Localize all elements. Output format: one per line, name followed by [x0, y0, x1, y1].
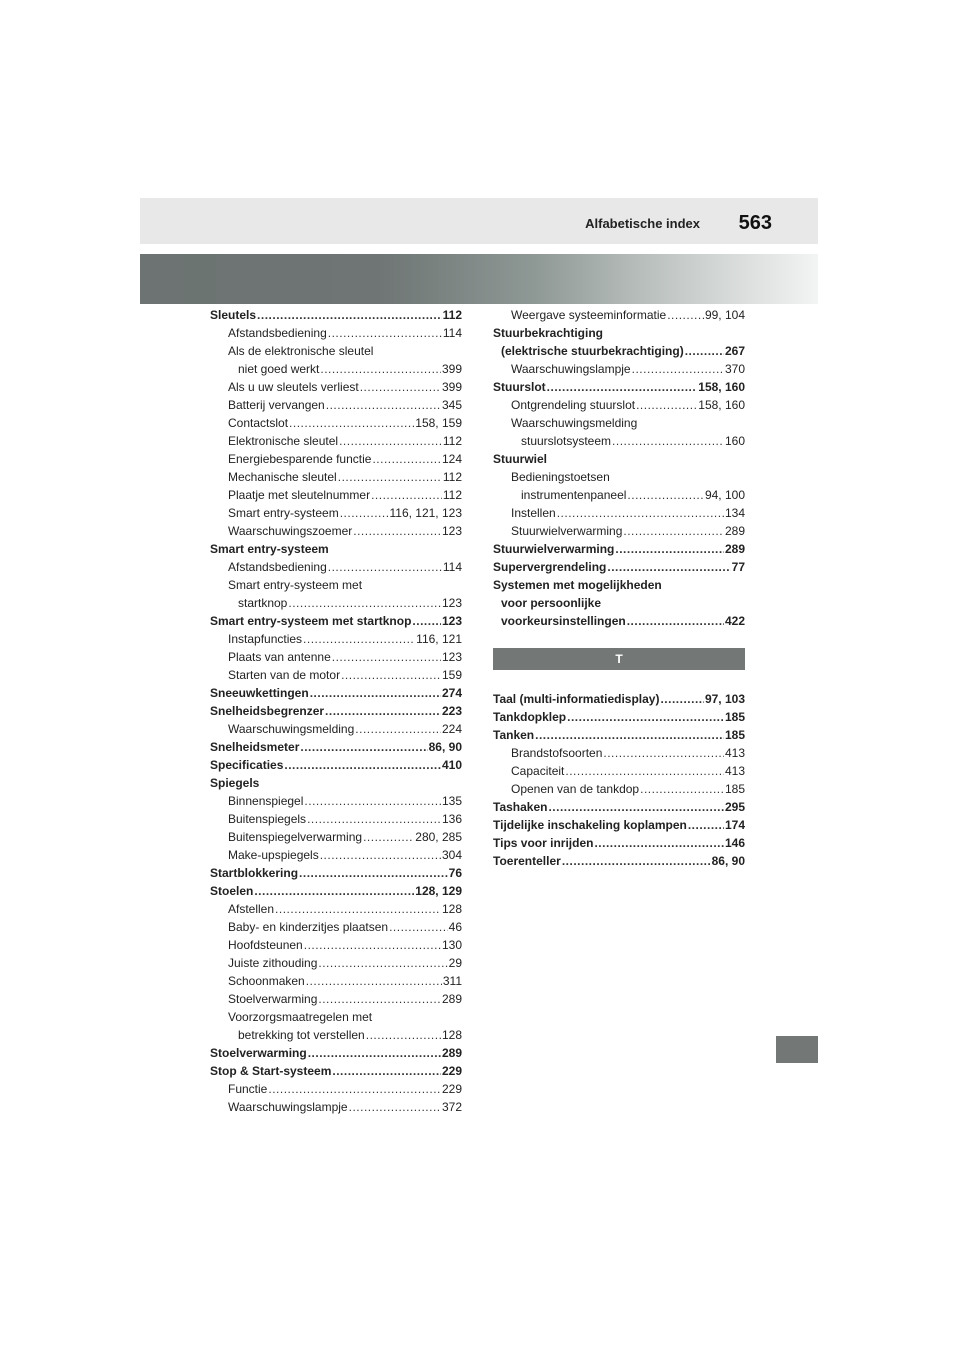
entry-term: Waarschuwingsmelding	[511, 416, 638, 430]
leader-dots	[355, 720, 441, 738]
leader-dots	[636, 396, 697, 414]
entry-term: Als de elektronische sleutel	[228, 344, 374, 358]
index-subentry	[210, 720, 462, 738]
index-entry	[210, 774, 462, 792]
entry-term: Functie	[228, 1082, 268, 1096]
entry-term: Startblokkering	[210, 866, 299, 880]
entry-term: Taal (multi-informatiedisplay)	[493, 692, 660, 706]
leader-dots	[612, 432, 724, 450]
index-entry	[210, 612, 462, 630]
entry-term: Waarschuwingslampje	[228, 1100, 348, 1114]
index-subentry	[210, 1026, 462, 1044]
index-subentry	[210, 630, 462, 648]
leader-dots	[389, 918, 448, 936]
entry-term: Batterij vervangen	[228, 398, 325, 412]
leader-dots	[660, 690, 703, 708]
entry-page: 289	[724, 542, 745, 556]
index-subentry	[210, 414, 462, 432]
leader-dots	[304, 792, 441, 810]
entry-term: Afstandsbediening	[228, 326, 327, 340]
index-subentry	[210, 522, 462, 540]
entry-page: 146	[724, 836, 745, 850]
entry-term: Buitenspiegels	[228, 812, 307, 826]
entry-page: 413	[724, 764, 745, 778]
leader-dots	[268, 1080, 441, 1098]
index-subentry	[210, 360, 462, 378]
entry-term: Elektronische sleutel	[228, 434, 339, 448]
entry-term: (elektrische stuurbekrachtiging)	[501, 344, 684, 358]
entry-page: 46	[448, 920, 462, 934]
leader-dots	[688, 816, 724, 834]
entry-term: Contactslot	[228, 416, 289, 430]
leader-dots	[332, 648, 441, 666]
entry-term: Baby- en kinderzitjes plaatsen	[228, 920, 389, 934]
entry-term: Smart entry-systeem	[210, 542, 329, 556]
entry-page: 76	[448, 866, 462, 880]
entry-page: 158, 159	[415, 416, 462, 430]
entry-term: Afstellen	[228, 902, 275, 916]
index-entry	[210, 540, 462, 558]
entry-term: Plaatje met sleutelnummer	[228, 488, 371, 502]
index-subentry	[210, 468, 462, 486]
index-subentry	[493, 486, 745, 504]
entry-page: 399	[441, 362, 462, 376]
entry-page: 267	[724, 344, 745, 358]
leader-dots	[548, 798, 724, 816]
entry-page: 123	[441, 596, 462, 610]
entry-page: 224	[441, 722, 462, 736]
index-subentry	[210, 990, 462, 1008]
entry-term: Brandstofsoorten	[511, 746, 603, 760]
index-subentry	[493, 306, 745, 324]
index-subentry	[210, 810, 462, 828]
index-subentry	[210, 918, 462, 936]
entry-page: 160	[724, 434, 745, 448]
entry-term: stuurslotsysteem	[521, 434, 612, 448]
entry-term: Waarschuwingszoemer	[228, 524, 353, 538]
entry-term: Tanken	[493, 728, 535, 742]
leader-dots	[304, 936, 441, 954]
leader-dots	[254, 882, 414, 900]
leader-dots	[567, 708, 724, 726]
leader-dots	[667, 306, 704, 324]
index-subentry	[493, 360, 745, 378]
leader-dots	[632, 360, 724, 378]
entry-term: Instellen	[511, 506, 556, 520]
index-subentry	[210, 558, 462, 576]
entry-term: Stop & Start-systeem	[210, 1064, 332, 1078]
entry-page: 413	[724, 746, 745, 760]
leader-dots	[326, 396, 441, 414]
leader-dots	[300, 738, 427, 756]
entry-page: 159	[441, 668, 462, 682]
index-subentry	[210, 936, 462, 954]
entry-page: 112	[442, 434, 462, 448]
index-entry	[493, 726, 745, 744]
index-entry	[210, 882, 462, 900]
entry-page: 311	[442, 974, 462, 988]
entry-term: Stuurwielverwarming	[493, 542, 615, 556]
header-title: Alfabetische index	[585, 216, 700, 231]
index-subentry	[210, 324, 462, 342]
entry-term: Hoofdsteunen	[228, 938, 303, 952]
leader-dots	[338, 468, 442, 486]
entry-term: Buitenspiegelverwarming	[228, 830, 363, 844]
chapter-banner	[140, 254, 818, 304]
index-entry	[493, 558, 745, 576]
entry-page: 280, 285	[415, 830, 462, 844]
index-entry	[493, 378, 745, 396]
index-subentry	[210, 486, 462, 504]
leader-dots	[627, 612, 724, 630]
leader-dots	[318, 954, 447, 972]
index-entry	[210, 702, 462, 720]
entry-term: Stoelverwarming	[210, 1046, 307, 1060]
leader-dots	[306, 972, 442, 990]
entry-page: 289	[441, 1046, 462, 1060]
entry-term: Openen van de tankdop	[511, 782, 640, 796]
index-entry	[210, 864, 462, 882]
entry-term: Smart entry-systeem met	[228, 578, 363, 592]
index-subentry	[493, 342, 745, 360]
index-subentry	[493, 468, 745, 486]
entry-term: Ontgrendeling stuurslot	[511, 398, 636, 412]
index-entry	[493, 834, 745, 852]
entry-term: voorkeursinstellingen	[501, 614, 626, 628]
page-number: 563	[738, 212, 772, 234]
index-subentry	[493, 780, 745, 798]
leader-dots	[366, 1026, 441, 1044]
index-subentry	[493, 594, 745, 612]
entry-page: 97, 103	[704, 692, 745, 706]
index-subentry	[493, 432, 745, 450]
entry-page: 274	[441, 686, 462, 700]
entry-term: Stoelverwarming	[228, 992, 318, 1006]
entry-page: 185	[724, 782, 745, 796]
entry-term: startknop	[238, 596, 288, 610]
index-subentry	[210, 900, 462, 918]
leader-dots	[275, 900, 441, 918]
entry-term: Als u uw sleutels verliest	[228, 380, 359, 394]
entry-term: Juiste zithouding	[228, 956, 318, 970]
entry-page: 229	[441, 1064, 462, 1078]
index-subentry	[210, 1080, 462, 1098]
entry-page: 77	[731, 560, 745, 574]
entry-term: Mechanische sleutel	[228, 470, 337, 484]
index-subentry	[210, 972, 462, 990]
entry-page: 128, 129	[415, 884, 462, 898]
entry-term: Weergave systeeminformatie	[511, 308, 667, 322]
entry-page: 123	[441, 614, 462, 628]
entry-page: 185	[724, 710, 745, 724]
leader-dots	[257, 306, 442, 324]
index-subentry	[493, 504, 745, 522]
leader-dots	[565, 762, 724, 780]
index-subentry	[493, 762, 745, 780]
index-column-left	[210, 306, 462, 1116]
leader-dots	[328, 324, 442, 342]
leader-dots	[349, 1098, 441, 1116]
index-entry	[493, 576, 745, 594]
entry-term: Toerenteller	[493, 854, 561, 868]
entry-term: Snelheidsmeter	[210, 740, 300, 754]
entry-page: 123	[441, 650, 462, 664]
entry-term: Voorzorgsmaatregelen met	[228, 1010, 373, 1024]
entry-term: Make-upspiegels	[228, 848, 319, 862]
leader-dots	[307, 810, 441, 828]
leader-dots	[412, 612, 441, 630]
leader-dots	[562, 852, 711, 870]
leader-dots	[547, 378, 698, 396]
entry-term: Systemen met mogelijkheden	[493, 578, 662, 592]
leader-dots	[603, 744, 724, 762]
leader-dots	[284, 756, 441, 774]
entry-page: 174	[724, 818, 745, 832]
index-subentry	[493, 522, 745, 540]
leader-dots	[325, 702, 441, 720]
entry-term: Stuurslot	[493, 380, 546, 394]
leader-dots	[288, 594, 441, 612]
entry-term: betrekking tot verstellen	[238, 1028, 365, 1042]
entry-page: 410	[441, 758, 462, 772]
index-column-right	[493, 306, 745, 870]
entry-page: 112	[442, 488, 462, 502]
index-entry	[493, 540, 745, 558]
index-subentry	[210, 504, 462, 522]
index-entry	[493, 450, 745, 468]
index-subentry	[210, 396, 462, 414]
entry-page: 289	[724, 524, 745, 538]
index-entry	[493, 690, 745, 708]
index-subentry	[210, 378, 462, 396]
leader-dots	[353, 522, 441, 540]
index-subentry	[210, 846, 462, 864]
entry-term: Afstandsbediening	[228, 560, 327, 574]
leader-dots	[627, 486, 704, 504]
entry-page: 116, 121, 123	[389, 506, 462, 520]
index-subentry	[210, 828, 462, 846]
leader-dots	[332, 1062, 441, 1080]
entry-term: Smart entry-systeem	[228, 506, 339, 520]
leader-dots	[371, 486, 442, 504]
entry-page: 128	[441, 902, 462, 916]
index-entry	[210, 1062, 462, 1080]
leader-dots	[372, 450, 441, 468]
entry-term: Specificaties	[210, 758, 284, 772]
entry-term: Supervergrendeling	[493, 560, 607, 574]
leader-dots	[303, 630, 415, 648]
index-entry	[493, 798, 745, 816]
leader-dots	[340, 504, 389, 522]
entry-term: Sleutels	[210, 308, 257, 322]
index-entry	[493, 816, 745, 834]
index-subentry	[210, 1008, 462, 1026]
entry-term: Sneeuwkettingen	[210, 686, 309, 700]
entry-page: 135	[441, 794, 462, 808]
entry-term: Tips voor inrijden	[493, 836, 594, 850]
leader-dots	[640, 780, 724, 798]
entry-term: voor persoonlijke	[501, 596, 602, 610]
index-subentry	[210, 1098, 462, 1116]
entry-page: 124	[441, 452, 462, 466]
entry-page: 136	[441, 812, 462, 826]
index-entry	[493, 708, 745, 726]
index-subentry	[493, 612, 745, 630]
entry-term: Stoelen	[210, 884, 254, 898]
entry-term: Plaats van antenne	[228, 650, 331, 664]
section-header-t	[493, 648, 745, 670]
entry-term: Stuurwiel	[493, 452, 548, 466]
leader-dots	[623, 522, 724, 540]
entry-term: niet goed werkt	[238, 362, 320, 376]
entry-page: 114	[442, 560, 462, 574]
index-entry	[210, 1044, 462, 1062]
index-entry	[493, 324, 745, 342]
entry-term: Energiebesparende functie	[228, 452, 372, 466]
entry-page: 345	[441, 398, 462, 412]
entry-page: 229	[441, 1082, 462, 1096]
entry-term: instrumentenpaneel	[521, 488, 627, 502]
leader-dots	[310, 684, 441, 702]
entry-page: 399	[441, 380, 462, 394]
entry-page: 134	[724, 506, 745, 520]
entry-page: 185	[724, 728, 745, 742]
entry-page: 370	[724, 362, 745, 376]
entry-term: Spiegels	[210, 776, 260, 790]
leader-dots	[299, 864, 448, 882]
index-subentry	[210, 576, 462, 594]
entry-term: Bedieningstoetsen	[511, 470, 610, 484]
entry-term: Tashaken	[493, 800, 548, 814]
entry-page: 295	[724, 800, 745, 814]
entry-page: 112	[442, 308, 462, 322]
entry-term: Starten van de motor	[228, 668, 341, 682]
entry-term: Waarschuwingsmelding	[228, 722, 355, 736]
leader-dots	[594, 834, 724, 852]
entry-page: 86, 90	[428, 740, 462, 754]
leader-dots	[557, 504, 724, 522]
leader-dots	[363, 828, 414, 846]
index-entry	[210, 306, 462, 324]
index-subentry	[493, 744, 745, 762]
index-entry	[493, 852, 745, 870]
leader-dots	[318, 990, 441, 1008]
entry-page: 123	[441, 524, 462, 538]
entry-page: 112	[442, 470, 462, 484]
entry-page: 128	[441, 1028, 462, 1042]
entry-page: 116, 121	[416, 632, 462, 646]
entry-term: Instapfuncties	[228, 632, 303, 646]
entry-term: Smart entry-systeem met startknop	[210, 614, 412, 628]
thumb-index-tab	[776, 1036, 818, 1063]
leader-dots	[320, 360, 441, 378]
entry-page: 130	[441, 938, 462, 952]
entry-term: Binnenspiegel	[228, 794, 304, 808]
index-entry	[210, 684, 462, 702]
entry-term: Snelheidsbegrenzer	[210, 704, 325, 718]
index-subentry	[210, 450, 462, 468]
entry-page: 99, 104	[704, 308, 745, 322]
entry-page: 223	[441, 704, 462, 718]
leader-dots	[341, 666, 441, 684]
page-header	[140, 198, 818, 244]
entry-term: Waarschuwingslampje	[511, 362, 631, 376]
leader-dots	[320, 846, 441, 864]
entry-term: Capaciteit	[511, 764, 565, 778]
entry-page: 289	[441, 992, 462, 1006]
index-subentry	[210, 432, 462, 450]
index-entry	[210, 756, 462, 774]
entry-term: Tijdelijke inschakeling koplampen	[493, 818, 687, 832]
leader-dots	[607, 558, 730, 576]
leader-dots	[339, 432, 442, 450]
entry-page: 114	[442, 326, 462, 340]
entry-page: 29	[448, 956, 462, 970]
entry-page: 94, 100	[704, 488, 745, 502]
index-subentry	[210, 648, 462, 666]
section-letter: T	[615, 652, 623, 666]
entry-page: 422	[724, 614, 745, 628]
index-subentry	[493, 414, 745, 432]
entry-term: Tankdopklep	[493, 710, 567, 724]
index-subentry	[210, 594, 462, 612]
leader-dots	[289, 414, 414, 432]
entry-term: Stuurwielverwarming	[511, 524, 623, 538]
index-subentry	[210, 954, 462, 972]
leader-dots	[535, 726, 724, 744]
index-subentry	[210, 792, 462, 810]
leader-dots	[328, 558, 442, 576]
leader-dots	[308, 1044, 441, 1062]
entry-page: 158, 160	[698, 398, 745, 412]
entry-term: Stuurbekrachtiging	[493, 326, 604, 340]
leader-dots	[685, 342, 724, 360]
entry-page: 86, 90	[711, 854, 745, 868]
index-entry	[210, 738, 462, 756]
index-subentry	[210, 666, 462, 684]
entry-page: 372	[441, 1100, 462, 1114]
entry-page: 158, 160	[698, 380, 745, 394]
entry-page: 304	[441, 848, 462, 862]
index-subentry	[210, 342, 462, 360]
index-subentry	[493, 396, 745, 414]
leader-dots	[360, 378, 441, 396]
leader-dots	[615, 540, 724, 558]
entry-term: Schoonmaken	[228, 974, 305, 988]
